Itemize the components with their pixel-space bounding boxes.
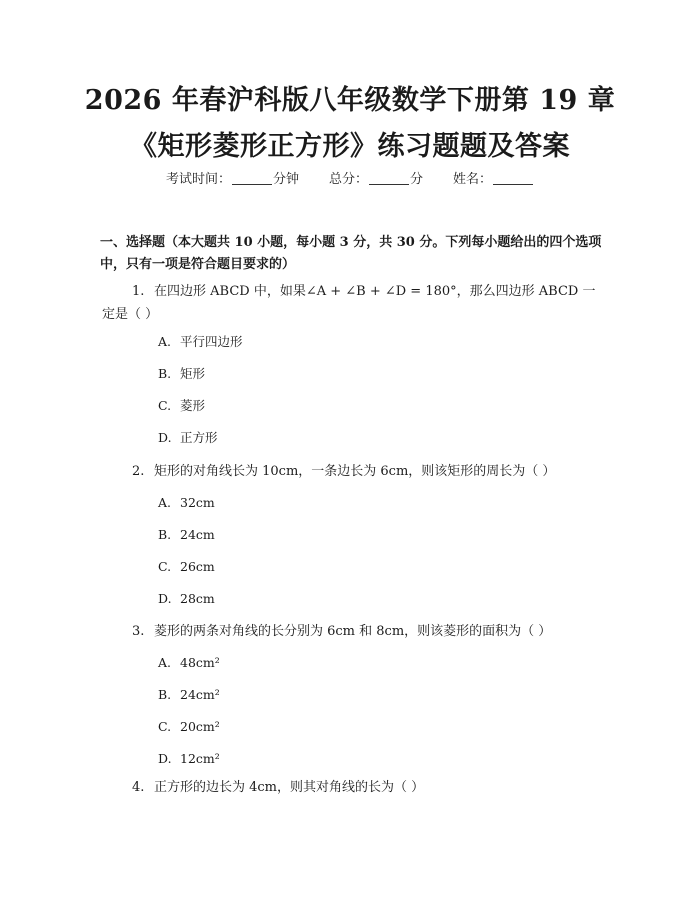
student-name-field — [453, 172, 534, 188]
question-number: 4. — [132, 780, 145, 795]
question-text: 矩形的对角线长为 10cm，一条边长为 6cm，则该矩形的周长为（ ） — [154, 464, 556, 479]
option-text: 正方形 — [180, 430, 218, 445]
question-4 — [102, 776, 607, 799]
option-text: 48cm² — [180, 655, 220, 670]
option-item — [158, 527, 215, 543]
option-letter: C. — [158, 559, 172, 574]
option-text: 32cm — [180, 495, 215, 510]
option-text: 28cm — [180, 591, 215, 606]
question-text: 正方形的边长为 4cm，则其对角线的长为（ ） — [154, 780, 425, 795]
option-item — [158, 430, 218, 446]
option-letter: D. — [158, 751, 172, 766]
exam-time-blank — [232, 172, 272, 185]
option-text: 菱形 — [180, 398, 206, 413]
option-text: 12cm² — [180, 751, 220, 766]
student-name-blank — [493, 172, 533, 185]
option-text: 26cm — [180, 559, 215, 574]
option-item — [158, 495, 215, 511]
question-number: 3. — [132, 624, 145, 639]
question-text: 在四边形 ABCD 中，如果∠A + ∠B + ∠D = 180°，那么四边形 ABCD 一定是（ ） — [102, 284, 596, 322]
student-name-label: 姓名： — [453, 172, 493, 187]
section-heading: 一、选择题（本大题共 10 小题，每小题 3 分，共 30 分。下列每小题给出的四个选项中，只有一项是符合题目要求的） — [100, 235, 602, 272]
option-text: 矩形 — [180, 366, 206, 381]
exam-time-field — [166, 172, 299, 188]
option-item — [158, 591, 215, 607]
option-item — [158, 334, 243, 350]
total-score-unit: 分 — [410, 172, 424, 187]
option-item — [158, 719, 220, 735]
option-item — [158, 687, 220, 703]
option-letter: B. — [158, 366, 172, 381]
total-score-field — [329, 172, 423, 188]
option-letter: C. — [158, 719, 172, 734]
question-number: 1. — [132, 284, 145, 299]
option-item — [158, 366, 205, 382]
option-text: 20cm² — [180, 719, 220, 734]
exam-info-bar — [0, 172, 700, 188]
question-2 — [102, 460, 607, 483]
option-letter: B. — [158, 527, 172, 542]
option-letter: A. — [158, 495, 172, 510]
option-letter: B. — [158, 687, 172, 702]
option-letter: A. — [158, 655, 172, 670]
page-title-line-1: 2026 年春沪科版八年级数学下册第 19 章 — [84, 85, 616, 116]
question-1 — [102, 280, 607, 326]
option-item — [158, 559, 215, 575]
question-3 — [102, 620, 607, 643]
option-item — [158, 751, 220, 767]
exam-time-unit: 分钟 — [272, 172, 299, 187]
total-score-blank — [369, 172, 409, 185]
option-letter: D. — [158, 591, 172, 606]
option-item — [158, 655, 220, 671]
option-text: 平行四边形 — [180, 334, 243, 349]
exam-time-label: 考试时间： — [165, 172, 231, 187]
option-text: 24cm² — [180, 687, 220, 702]
question-text: 菱形的两条对角线的长分别为 6cm 和 8cm，则该菱形的面积为（ ） — [154, 624, 552, 639]
total-score-label: 总分： — [328, 172, 368, 187]
question-number: 2. — [132, 464, 145, 479]
option-letter: A. — [158, 334, 172, 349]
option-letter: C. — [158, 398, 172, 413]
option-text: 24cm — [180, 527, 215, 542]
page-title-line-2: 《矩形菱形正方形》练习题题及答案 — [130, 131, 570, 162]
option-item — [158, 398, 205, 414]
option-letter: D. — [158, 430, 172, 445]
